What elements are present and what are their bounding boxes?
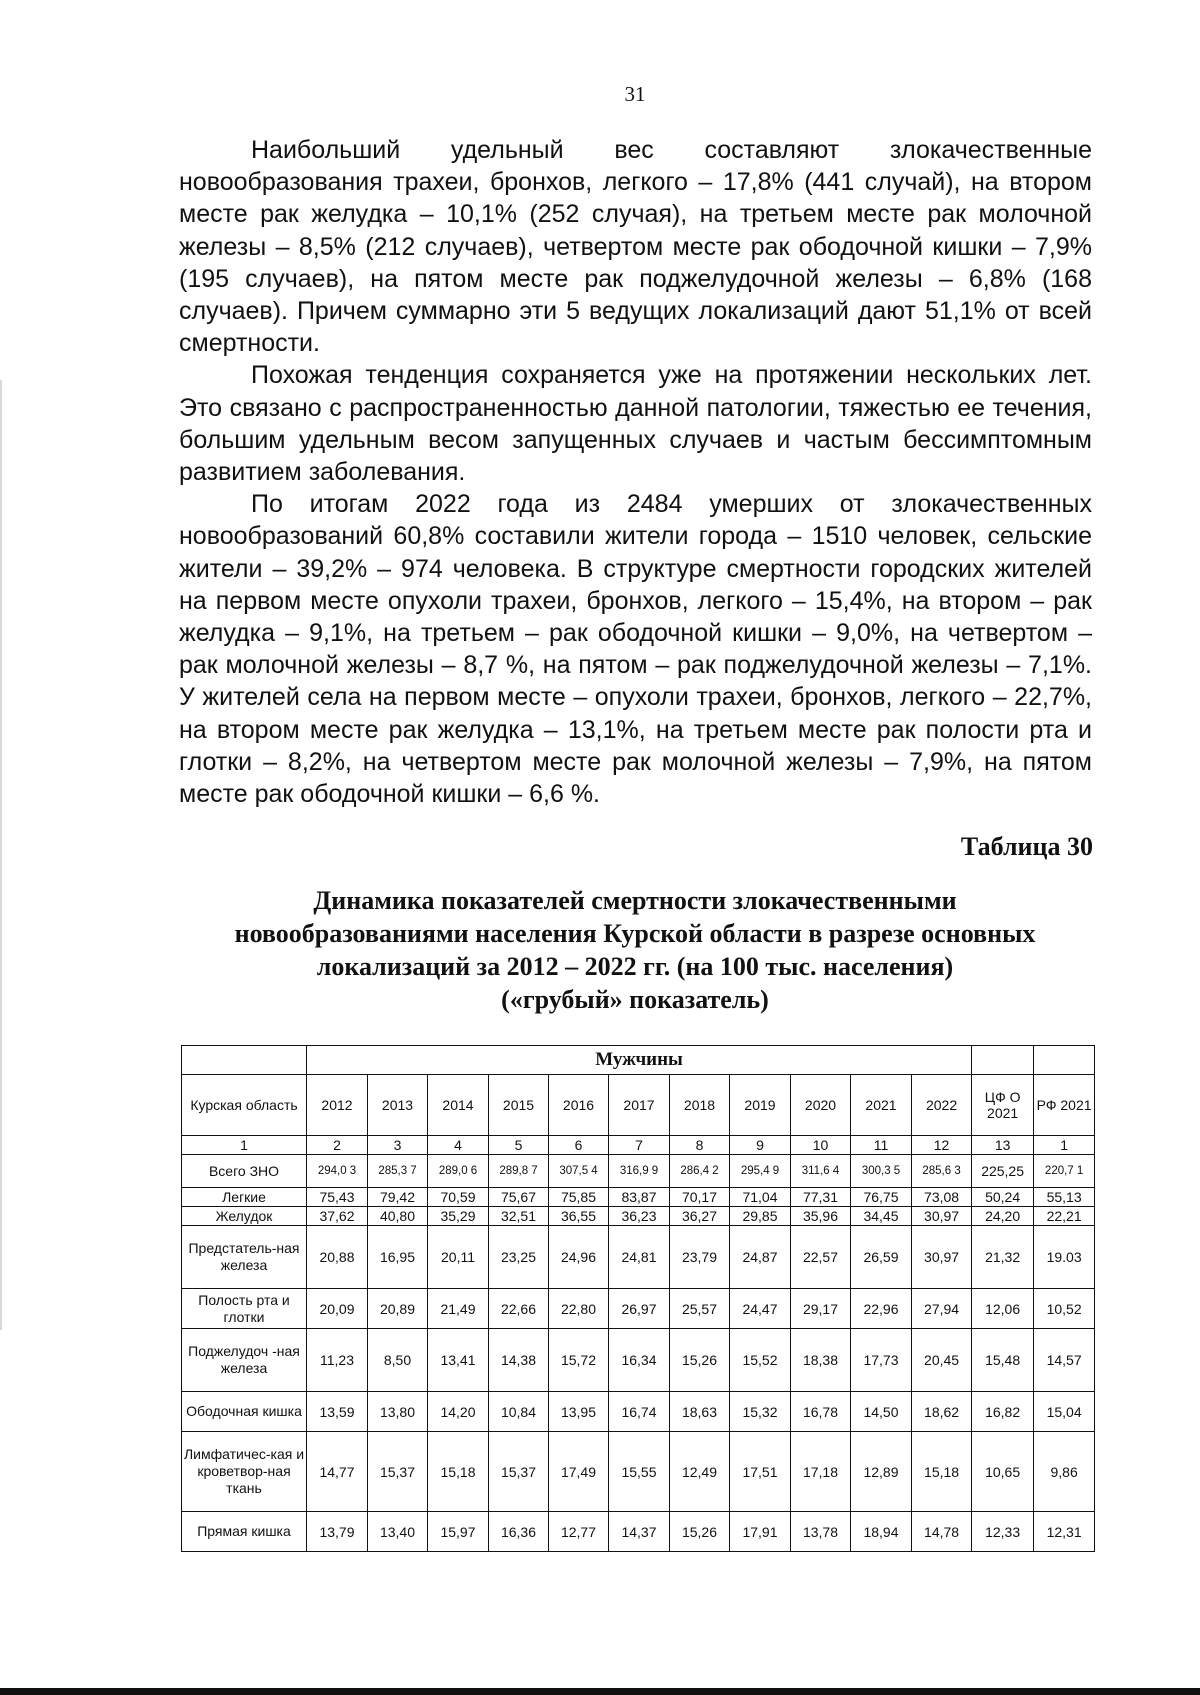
value-cell: 79,42 (368, 1188, 428, 1207)
empty-header-cell (972, 1046, 1034, 1075)
mortality-table (181, 1045, 1095, 1552)
years-header-row (182, 1075, 1095, 1136)
table-title-line: локализаций за 2012 – 2022 гг. (на 100 тыс. населения) (316, 952, 954, 981)
year-header: 2013 (368, 1075, 428, 1136)
value-cell: 285,3 7 (368, 1155, 428, 1188)
value-cell: 24,20 (972, 1207, 1034, 1226)
row-label: Прямая кишка (182, 1512, 307, 1552)
value-cell: 15,18 (912, 1432, 972, 1512)
value-cell: 15,52 (730, 1329, 791, 1392)
column-index-cell: 6 (549, 1136, 609, 1155)
value-cell: 19.03 (1034, 1226, 1095, 1289)
value-cell: 15,48 (972, 1329, 1034, 1392)
table-row (182, 1207, 1095, 1226)
value-cell: 25,57 (670, 1289, 730, 1329)
value-cell: 10,65 (972, 1432, 1034, 1512)
value-cell: 17,51 (730, 1432, 791, 1512)
value-cell: 30,97 (912, 1226, 972, 1289)
value-cell: 13,78 (791, 1512, 851, 1552)
value-cell: 16,82 (972, 1392, 1034, 1432)
value-cell: 16,36 (489, 1512, 549, 1552)
value-cell: 24,87 (730, 1226, 791, 1289)
rf-header: РФ 2021 (1034, 1075, 1095, 1136)
value-cell: 15,72 (549, 1329, 609, 1392)
column-index-cell: 9 (730, 1136, 791, 1155)
value-cell: 9,86 (1034, 1432, 1095, 1512)
value-cell: 13,59 (307, 1392, 368, 1432)
value-cell: 55,13 (1034, 1188, 1095, 1207)
value-cell: 76,75 (851, 1188, 912, 1207)
table-title-line: новообразованиями населения Курской области в разрезе основных (234, 919, 1036, 948)
value-cell: 13,41 (428, 1329, 489, 1392)
value-cell: 24,81 (609, 1226, 670, 1289)
value-cell: 20,09 (307, 1289, 368, 1329)
value-cell: 12,89 (851, 1432, 912, 1512)
row-label: Лимфатичес-кая и кроветвор-ная ткань (182, 1432, 307, 1512)
scan-bottom-edge (0, 1688, 1200, 1695)
value-cell: 13,80 (368, 1392, 428, 1432)
value-cell: 22,96 (851, 1289, 912, 1329)
value-cell: 22,21 (1034, 1207, 1095, 1226)
value-cell: 15,37 (368, 1432, 428, 1512)
year-header: 2012 (307, 1075, 368, 1136)
value-cell: 225,25 (972, 1155, 1034, 1188)
value-cell: 21,32 (972, 1226, 1034, 1289)
row-label: Полость рта и глотки (182, 1289, 307, 1329)
value-cell: 22,66 (489, 1289, 549, 1329)
table-row (182, 1226, 1095, 1289)
value-cell: 289,8 7 (489, 1155, 549, 1188)
year-header: 2015 (489, 1075, 549, 1136)
value-cell: 300,3 5 (851, 1155, 912, 1188)
value-cell: 18,63 (670, 1392, 730, 1432)
value-cell: 18,38 (791, 1329, 851, 1392)
value-cell: 20,88 (307, 1226, 368, 1289)
body-text (179, 134, 1092, 810)
column-index-cell: 1 (182, 1136, 307, 1155)
value-cell: 29,17 (791, 1289, 851, 1329)
value-cell: 16,74 (609, 1392, 670, 1432)
year-header: 2020 (791, 1075, 851, 1136)
column-index-cell: 10 (791, 1136, 851, 1155)
value-cell: 29,85 (730, 1207, 791, 1226)
men-group-header: Мужчины (307, 1046, 972, 1075)
value-cell: 294,0 3 (307, 1155, 368, 1188)
value-cell: 17,91 (730, 1512, 791, 1552)
value-cell: 32,51 (489, 1207, 549, 1226)
value-cell: 75,85 (549, 1188, 609, 1207)
value-cell: 70,59 (428, 1188, 489, 1207)
column-index-cell: 3 (368, 1136, 428, 1155)
value-cell: 311,6 4 (791, 1155, 851, 1188)
value-cell: 15,55 (609, 1432, 670, 1512)
row-label: Легкие (182, 1188, 307, 1207)
value-cell: 23,79 (670, 1226, 730, 1289)
column-index-cell: 13 (972, 1136, 1034, 1155)
value-cell: 71,04 (730, 1188, 791, 1207)
table-row (182, 1392, 1095, 1432)
value-cell: 13,79 (307, 1512, 368, 1552)
value-cell: 289,0 6 (428, 1155, 489, 1188)
value-cell: 12,77 (549, 1512, 609, 1552)
value-cell: 16,78 (791, 1392, 851, 1432)
value-cell: 14,38 (489, 1329, 549, 1392)
column-index-cell: 8 (670, 1136, 730, 1155)
column-index-cell: 12 (912, 1136, 972, 1155)
column-index-cell: 1 (1034, 1136, 1095, 1155)
value-cell: 14,57 (1034, 1329, 1095, 1392)
value-cell: 18,62 (912, 1392, 972, 1432)
value-cell: 12,33 (972, 1512, 1034, 1552)
value-cell: 75,67 (489, 1188, 549, 1207)
table-row (182, 1289, 1095, 1329)
table-row (182, 1329, 1095, 1392)
value-cell: 14,20 (428, 1392, 489, 1432)
value-cell: 36,55 (549, 1207, 609, 1226)
table-row (182, 1432, 1095, 1512)
year-header: 2014 (428, 1075, 489, 1136)
table-label: Таблица 30 (960, 832, 1093, 861)
value-cell: 12,31 (1034, 1512, 1095, 1552)
year-header: 2019 (730, 1075, 791, 1136)
table-title-line: («грубый» показатель) (501, 985, 769, 1014)
scan-edge-line (0, 380, 2, 1330)
value-cell: 18,94 (851, 1512, 912, 1552)
empty-corner-cell (182, 1046, 307, 1075)
row-label: Ободочная кишка (182, 1392, 307, 1432)
value-cell: 220,7 1 (1034, 1155, 1095, 1188)
value-cell: 37,62 (307, 1207, 368, 1226)
row-label: Поджелудоч -ная железа (182, 1329, 307, 1392)
table-title (170, 884, 1100, 1016)
value-cell: 15,97 (428, 1512, 489, 1552)
value-cell: 15,37 (489, 1432, 549, 1512)
row-label: Желудок (182, 1207, 307, 1226)
value-cell: 20,11 (428, 1226, 489, 1289)
cfo-header: ЦФ О 2021 (972, 1075, 1034, 1136)
value-cell: 30,97 (912, 1207, 972, 1226)
value-cell: 75,43 (307, 1188, 368, 1207)
value-cell: 286,4 2 (670, 1155, 730, 1188)
value-cell: 15,26 (670, 1329, 730, 1392)
value-cell: 15,04 (1034, 1392, 1095, 1432)
value-cell: 14,77 (307, 1432, 368, 1512)
value-cell: 77,31 (791, 1188, 851, 1207)
column-index-cell: 7 (609, 1136, 670, 1155)
year-header: 2018 (670, 1075, 730, 1136)
column-index-row (182, 1136, 1095, 1155)
paragraph-1: Наибольший удельный вес составляют злокачественные новообразования трахеи, бронхов, легкого – 17,8% (441 случай), на втором месте рак желудка – 10,1% (252 случая), на третьем месте рак молочной железы – 8,5% (212 случаев), четвертом месте рак ободочной кишки – 7,9% (195 случаев), на пятом месте рак поджелудочной железы – 6,8% (168 случаев). Причем суммарно эти 5 ведущих локализаций дают 51,1% от всей смертности. (179, 136, 1092, 358)
value-cell: 15,32 (730, 1392, 791, 1432)
value-cell: 17,18 (791, 1432, 851, 1512)
value-cell: 12,49 (670, 1432, 730, 1512)
value-cell: 40,80 (368, 1207, 428, 1226)
column-index-cell: 11 (851, 1136, 912, 1155)
value-cell: 34,45 (851, 1207, 912, 1226)
value-cell: 285,6 3 (912, 1155, 972, 1188)
paragraph-3: По итогам 2022 года из 2484 умерших от злокачественных новообразований 60,8% составили жители города – 1510 человек, сельские жители – 39,2% – 974 человека. В структуре смертности городских жителей на первом месте опухоли трахеи, бронхов, легкого – 15,4%, на втором – рак желудка – 9,1%, на третьем – рак ободочной кишки – 9,0%, на четвертом – рак молочной железы – 8,7 %, на пятом – рак поджелудочной железы – 7,1%. У жителей села на первом месте – опухоли трахеи, бронхов, легкого – 22,7%, на втором месте рак желудка – 13,1%, на третьем месте рак полости рта и глотки – 8,2%, на четвертом месте рак молочной железы – 7,9%, на пятом месте рак ободочной кишки – 6,6 %. (179, 490, 1092, 809)
value-cell: 10,84 (489, 1392, 549, 1432)
value-cell: 12,06 (972, 1289, 1034, 1329)
value-cell: 307,5 4 (549, 1155, 609, 1188)
value-cell: 17,49 (549, 1432, 609, 1512)
column-index-cell: 4 (428, 1136, 489, 1155)
value-cell: 21,49 (428, 1289, 489, 1329)
column-index-cell: 2 (307, 1136, 368, 1155)
value-cell: 16,34 (609, 1329, 670, 1392)
value-cell: 24,47 (730, 1289, 791, 1329)
value-cell: 15,26 (670, 1512, 730, 1552)
value-cell: 20,89 (368, 1289, 428, 1329)
year-header: 2021 (851, 1075, 912, 1136)
value-cell: 73,08 (912, 1188, 972, 1207)
value-cell: 22,57 (791, 1226, 851, 1289)
value-cell: 295,4 9 (730, 1155, 791, 1188)
table-row (182, 1512, 1095, 1552)
value-cell: 23,25 (489, 1226, 549, 1289)
empty-header-cell (1034, 1046, 1095, 1075)
value-cell: 35,29 (428, 1207, 489, 1226)
value-cell: 8,50 (368, 1329, 428, 1392)
table-row (182, 1188, 1095, 1207)
column-index-cell: 5 (489, 1136, 549, 1155)
table-row (182, 1155, 1095, 1188)
value-cell: 20,45 (912, 1329, 972, 1392)
year-header: 2022 (912, 1075, 972, 1136)
value-cell: 36,27 (670, 1207, 730, 1226)
value-cell: 26,97 (609, 1289, 670, 1329)
value-cell: 24,96 (549, 1226, 609, 1289)
row-label: Всего ЗНО (182, 1155, 307, 1188)
value-cell: 35,96 (791, 1207, 851, 1226)
row-label: Предстатель-ная железа (182, 1226, 307, 1289)
year-header: 2017 (609, 1075, 670, 1136)
page-number: 31 (624, 82, 646, 106)
year-header: 2016 (549, 1075, 609, 1136)
value-cell: 13,40 (368, 1512, 428, 1552)
value-cell: 83,87 (609, 1188, 670, 1207)
table-title-line: Динамика показателей смертности злокачественными (313, 886, 957, 915)
value-cell: 10,52 (1034, 1289, 1095, 1329)
value-cell: 26,59 (851, 1226, 912, 1289)
value-cell: 27,94 (912, 1289, 972, 1329)
value-cell: 14,78 (912, 1512, 972, 1552)
group-header-row (182, 1046, 1095, 1075)
value-cell: 70,17 (670, 1188, 730, 1207)
value-cell: 11,23 (307, 1329, 368, 1392)
value-cell: 16,95 (368, 1226, 428, 1289)
value-cell: 316,9 9 (609, 1155, 670, 1188)
value-cell: 13,95 (549, 1392, 609, 1432)
value-cell: 14,37 (609, 1512, 670, 1552)
value-cell: 36,23 (609, 1207, 670, 1226)
value-cell: 15,18 (428, 1432, 489, 1512)
value-cell: 14,50 (851, 1392, 912, 1432)
value-cell: 50,24 (972, 1188, 1034, 1207)
value-cell: 22,80 (549, 1289, 609, 1329)
paragraph-2: Похожая тенденция сохраняется уже на протяжении нескольких лет. Это связано с распространенностью данной патологии, тяжестью ее течения, большим удельным весом запущенных случаев и частым бессимптомным развитием заболевания. (179, 361, 1092, 487)
value-cell: 17,73 (851, 1329, 912, 1392)
region-header: Курская область (182, 1075, 307, 1136)
